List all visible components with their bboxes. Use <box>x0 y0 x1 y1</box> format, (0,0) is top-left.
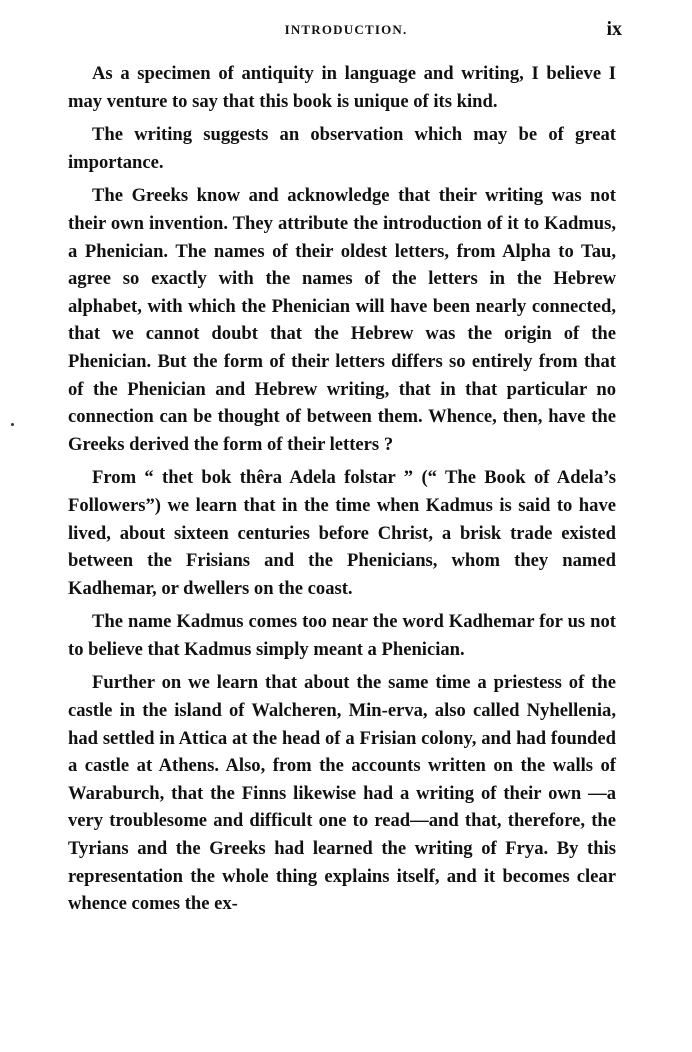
page-body <box>68 60 616 924</box>
paragraph: Further on we learn that about the same time a priestess of the castle in the island of Walcheren, Min-erva, also called Nyhellenia, had settled in Attica at the head of a Frisian colony, and had founded a castle at Athens. Also, from the accounts written on the walls of Waraburch, that the Finns likewise had a writing of their own —a very troublesome and difficult one to read—and that, therefore, the Tyrians and the Greeks had learned the writing of Frya. By this representation the whole thing explains itself, and it becomes clear whence comes the ex- <box>68 672 616 915</box>
paragraph: From “ thet bok thêra Adela folstar ” (“ The Book of Adela’s Followers”) we learn that in the time when Kadmus is said to have lived, about sixteen centuries before Christ, a brisk trade existed between the Frisians and the Phenicians, whom they named Kadhemar, or dwellers on the coast. <box>68 467 616 599</box>
paragraph: The writing suggests an observation which may be of great importance. <box>68 124 616 173</box>
paragraph: The name Kadmus comes too near the word Kadhemar for us not to believe that Kadmus simply meant a Phenician. <box>68 611 616 660</box>
running-title: INTRODUCTION. <box>284 22 408 37</box>
stray-ink-mark <box>11 423 14 426</box>
page-number: ix <box>606 18 622 40</box>
paragraph: As a specimen of antiquity in language and writing, I believe I may venture to say that this book is unique of its kind. <box>68 63 616 112</box>
running-head <box>0 18 692 44</box>
paragraph: The Greeks know and acknowledge that their writing was not their own invention. They attribute the introduction of it to Kadmus, a Phenician. The names of their oldest letters, from Alpha to Tau, agree so exactly with the names of the letters in the Hebrew alphabet, with which the Phenician will have been nearly connected, that we cannot doubt that the Hebrew was the origin of the Phenician. But the form of their letters differs so entirely from that of the Phenician and Hebrew writing, that in that particular no connection can be thought of between them. Whence, then, have the Greeks derived the form of their letters ? <box>68 185 616 455</box>
